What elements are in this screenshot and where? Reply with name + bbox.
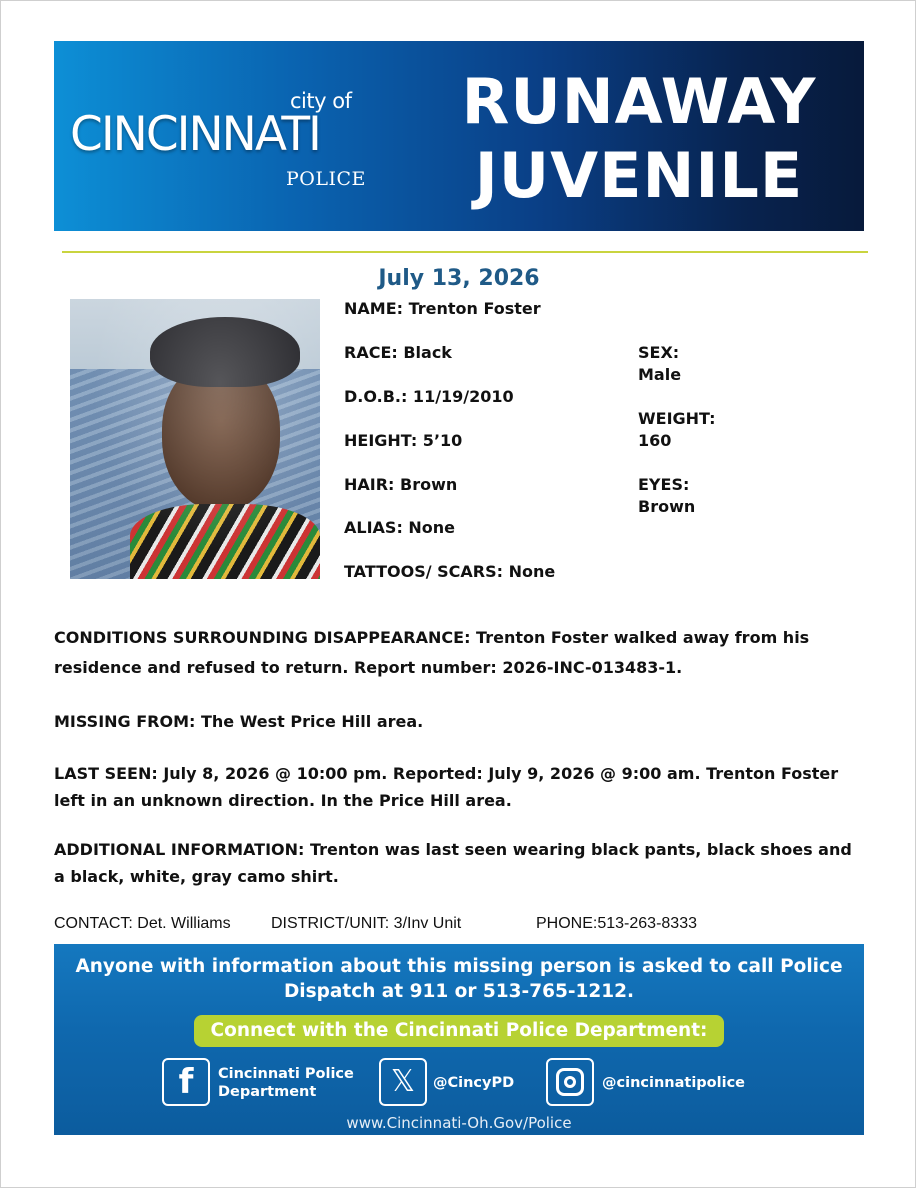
conditions-text: Trenton Foster walked away from his residence and refused to return. Report number: 2026-INC-013483-1. (54, 628, 810, 677)
title-juvenile: JUVENILE (474, 139, 804, 212)
conditions-label: CONDITIONS SURROUNDING DISAPPEARANCE: (54, 628, 471, 647)
last-seen-text: July 8, 2026 @ 10:00 pm. Reported: July 9, 2026 @ 9:00 am. Trenton Foster left in an unknown direction. In the Price Hill area. (54, 764, 839, 810)
additional-info-text: Trenton was last seen wearing black pants, black shoes and a black, white, gray camo shirt. (54, 840, 852, 886)
last-seen-label: LAST SEEN: (54, 764, 158, 783)
field-dob: D.O.B.: 11/19/2010 (344, 387, 514, 406)
photo-glow (70, 299, 320, 579)
field-eyes-value: Brown (638, 497, 696, 516)
logo-city-name: CINCINNATI (70, 107, 320, 162)
field-race: RACE: Black (344, 343, 452, 362)
x-handle[interactable]: @CincyPD (433, 1075, 515, 1091)
footer-banner (54, 944, 864, 1135)
title-runaway: RUNAWAY (461, 65, 817, 138)
field-sex-label: SEX: (638, 343, 680, 362)
field-hair: HAIR: Brown (344, 475, 458, 494)
field-tattoos: TATTOOS/ SCARS: None (344, 562, 556, 581)
instagram-handle[interactable]: @cincinnatipolice (602, 1075, 745, 1091)
last-seen-paragraph (54, 760, 864, 814)
x-icon: 𝕏 (390, 1064, 416, 1099)
missing-from-label: MISSING FROM: (54, 712, 196, 731)
facebook-label-line-1: Cincinnati Police (218, 1066, 354, 1082)
field-height: HEIGHT: 5’10 (344, 431, 463, 450)
facebook-label-line-2: Department (218, 1084, 317, 1100)
missing-from-paragraph (54, 708, 864, 736)
field-sex-value: Male (638, 365, 682, 384)
facebook-icon: f (178, 1062, 194, 1102)
bulletin-date: July 13, 2026 (378, 266, 540, 291)
header-banner (54, 41, 864, 231)
conditions-paragraph (54, 623, 864, 683)
footer-message: Anyone with information about this missing person is asked to call Police Dispatch at 911 or 513-765-1212. (75, 956, 843, 1002)
field-alias: ALIAS: None (344, 518, 456, 537)
facebook-label[interactable] (218, 1065, 354, 1101)
field-eyes-label: EYES: (638, 475, 690, 494)
field-weight-label: WEIGHT: (638, 409, 716, 428)
field-weight-value: 160 (638, 431, 672, 450)
additional-info-paragraph (54, 836, 864, 890)
contact-phone[interactable]: PHONE:513-263-8333 (536, 915, 697, 932)
field-name: NAME: Trenton Foster (344, 299, 541, 318)
logo-city-of: city of (290, 89, 352, 113)
contact-detective: CONTACT: Det. Williams (54, 915, 231, 932)
contact-district: DISTRICT/UNIT: 3/Inv Unit (271, 915, 462, 932)
website-link[interactable]: www.Cincinnati-Oh.Gov/Police (346, 1114, 572, 1132)
connect-banner: Connect with the Cincinnati Police Department: (194, 1015, 724, 1047)
instagram-link[interactable] (546, 1058, 594, 1106)
divider-rule (62, 251, 868, 253)
additional-info-label: ADDITIONAL INFORMATION: (54, 840, 305, 859)
facebook-link[interactable] (162, 1058, 210, 1106)
instagram-icon (556, 1068, 584, 1096)
missing-from-text: The West Price Hill area. (195, 712, 424, 731)
x-link[interactable] (379, 1058, 427, 1106)
juvenile-photo (70, 299, 320, 579)
logo-police: POLICE (286, 168, 366, 190)
